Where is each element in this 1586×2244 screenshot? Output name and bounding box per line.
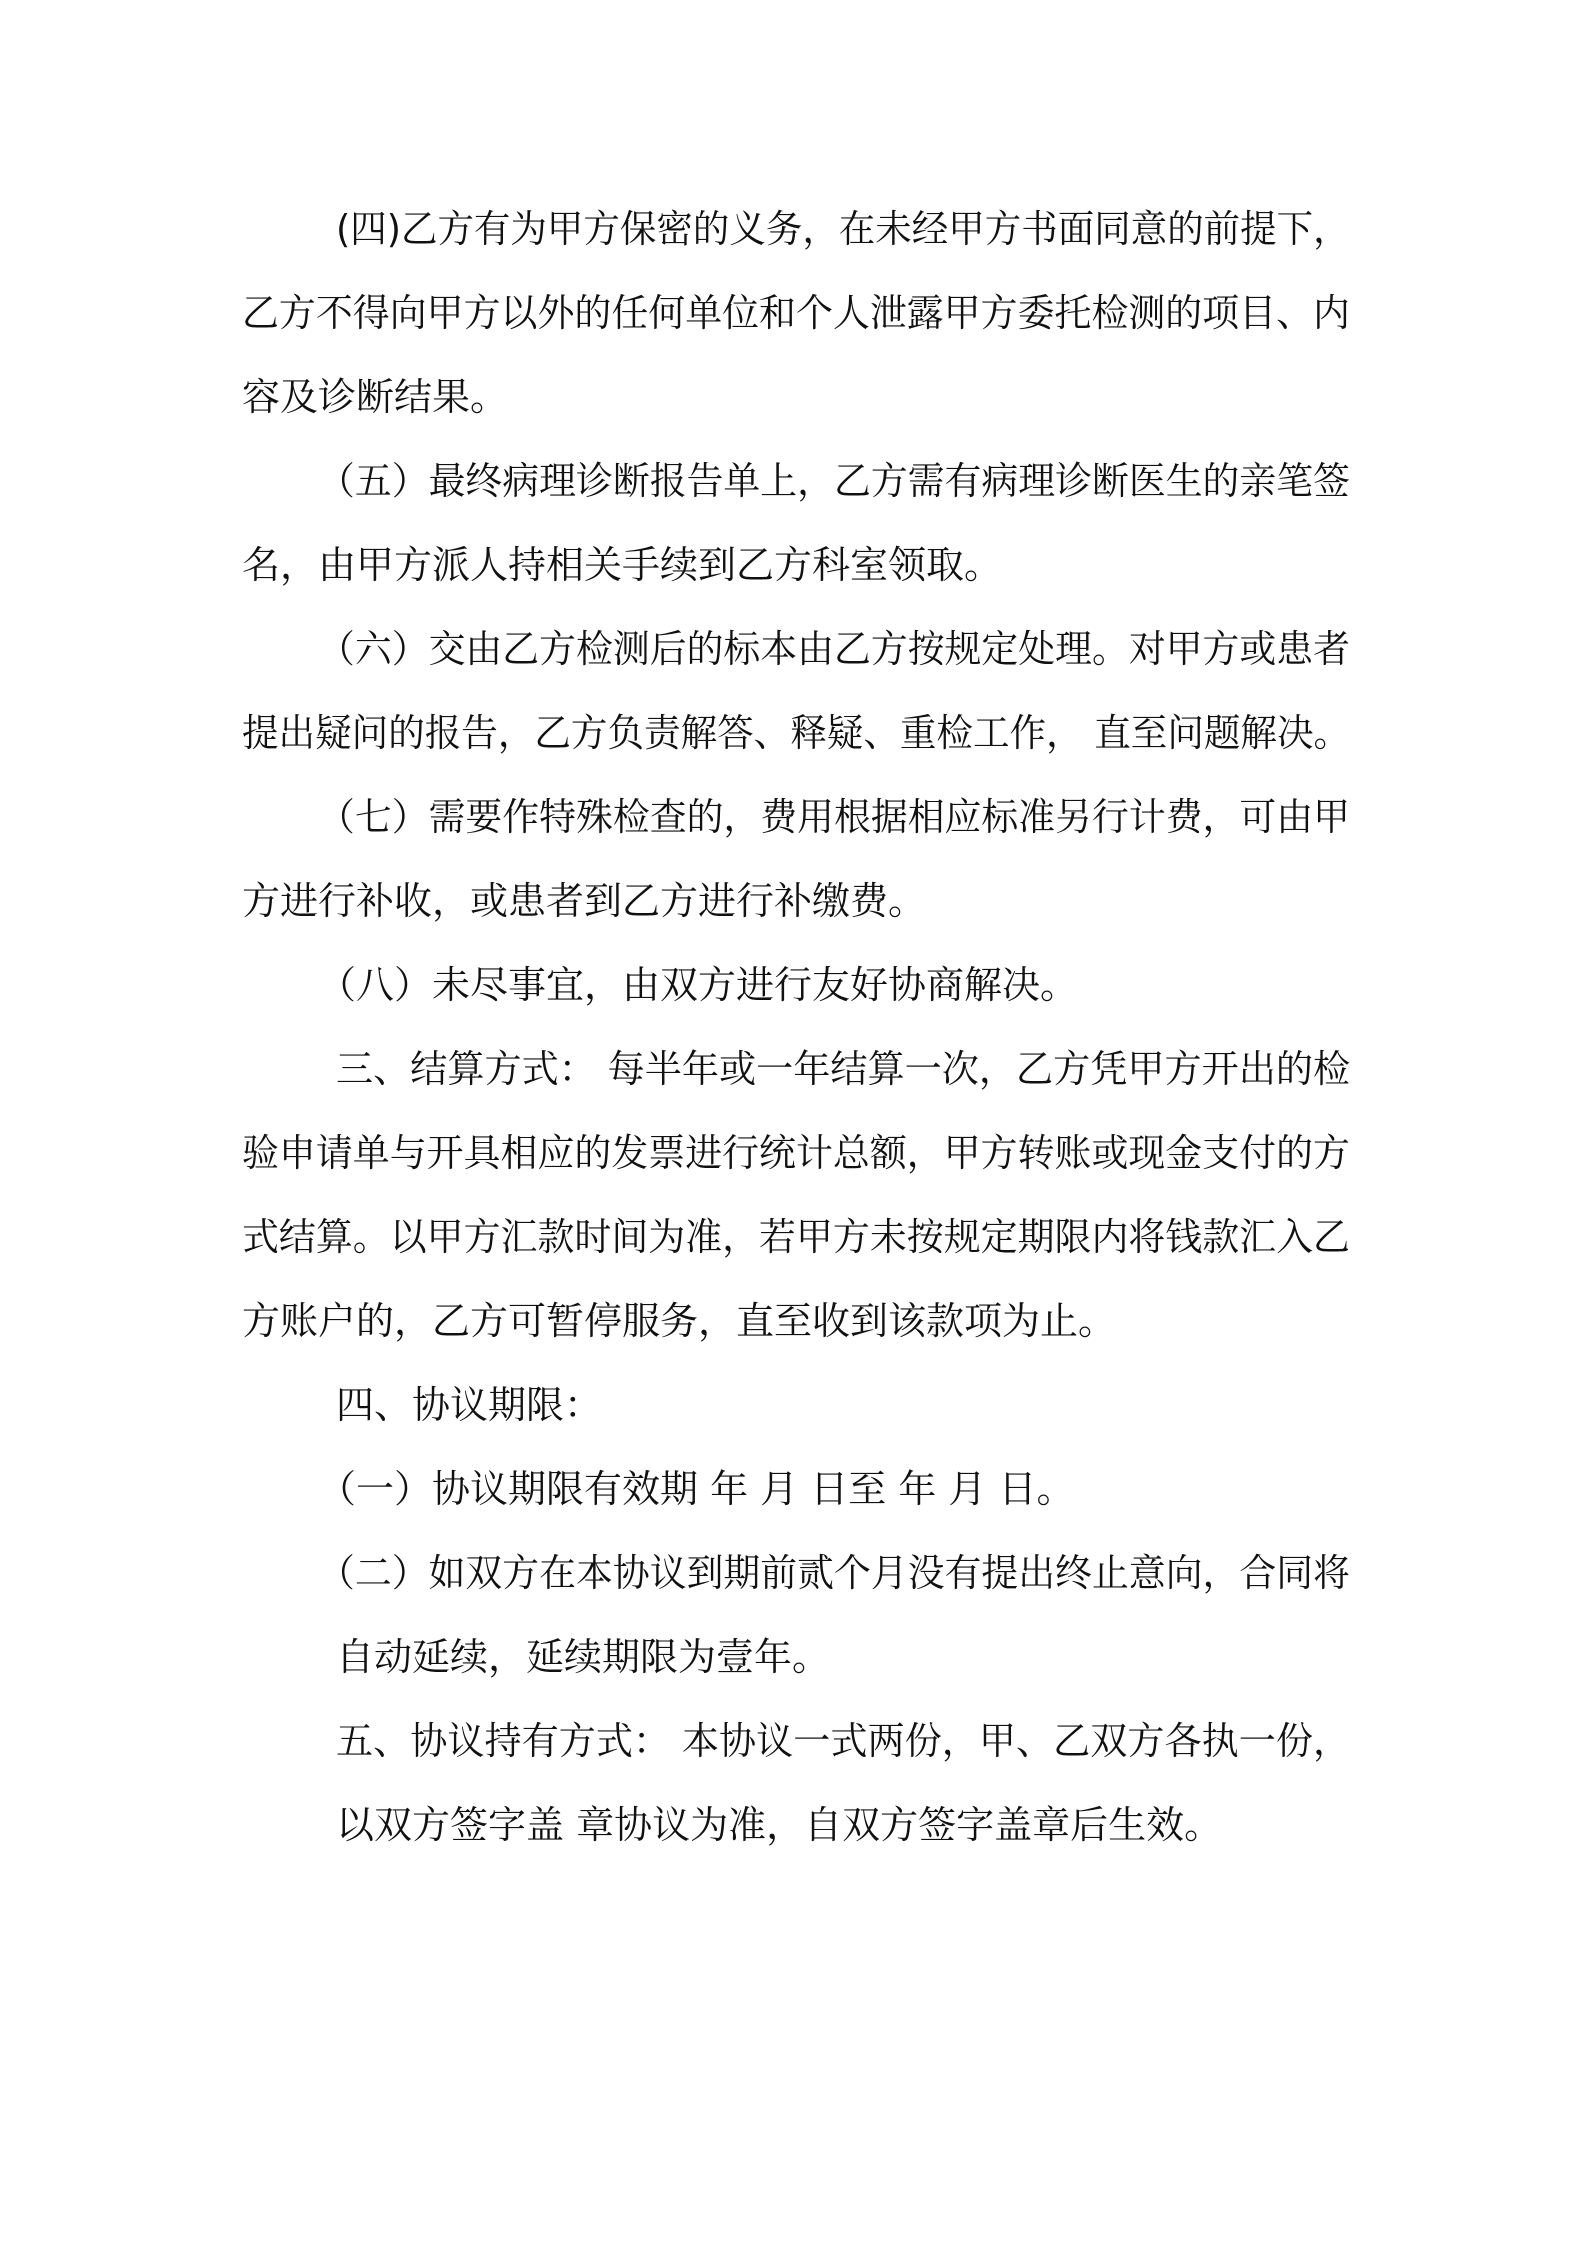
text-line: 乙方不得向甲方以外的任何单位和个人泄露甲方委托检测的项目、内 — [242, 291, 1350, 335]
text-line: 方进行补收，或患者到乙方进行补缴费。 — [242, 879, 927, 923]
text-line: 方账户的，乙方可暂停服务，直至收到该款项为止。 — [242, 1299, 1117, 1343]
text-line: （八）未尽事宜，由双方进行友好协商解决。 — [318, 963, 1079, 1007]
text-line: 容及诊断结果。 — [242, 375, 509, 419]
text-line: （七）需要作特殊检查的，费用根据相应标准另行计费，可由甲 — [318, 795, 1350, 839]
text-line: （五）最终病理诊断报告单上，乙方需有病理诊断医生的亲笔签 — [318, 459, 1350, 503]
text-line: 三、结算方式： 每半年或一年结算一次，乙方凭甲方开出的检 — [336, 1047, 1351, 1091]
text-line: 以双方签字盖 章协议为准，自双方签字盖章后生效。 — [336, 1803, 1223, 1847]
text-line: (四)乙方有为甲方保密的义务，在未经甲方书面同意的前提下， — [336, 207, 1350, 251]
text-line: 式结算。以甲方汇款时间为准，若甲方未按规定期限内将钱款汇入乙 — [242, 1215, 1350, 1259]
section-heading: 四、协议期限： — [336, 1383, 603, 1427]
text-line: （六）交由乙方检测后的标本由乙方按规定处理。对甲方或患者 — [318, 627, 1350, 671]
text-line: 五、协议持有方式： 本协议一式两份，甲、乙双方各执一份， — [336, 1719, 1351, 1763]
text-line: 验申请单与开具相应的发票进行统计总额，甲方转账或现金支付的方 — [242, 1131, 1350, 1175]
text-line: （二）如双方在本协议到期前贰个月没有提出终止意向，合同将 — [318, 1551, 1350, 1595]
text-line: （一）协议期限有效期 年 月 日至 年 月 日。 — [318, 1467, 1075, 1511]
text-line: 提出疑问的报告，乙方负责解答、释疑、重检工作， 直至问题解决。 — [242, 711, 1351, 755]
text-line: 自动延续，延续期限为壹年。 — [336, 1635, 831, 1679]
text-line: 名，由甲方派人持相关手续到乙方科室领取。 — [242, 543, 1003, 587]
